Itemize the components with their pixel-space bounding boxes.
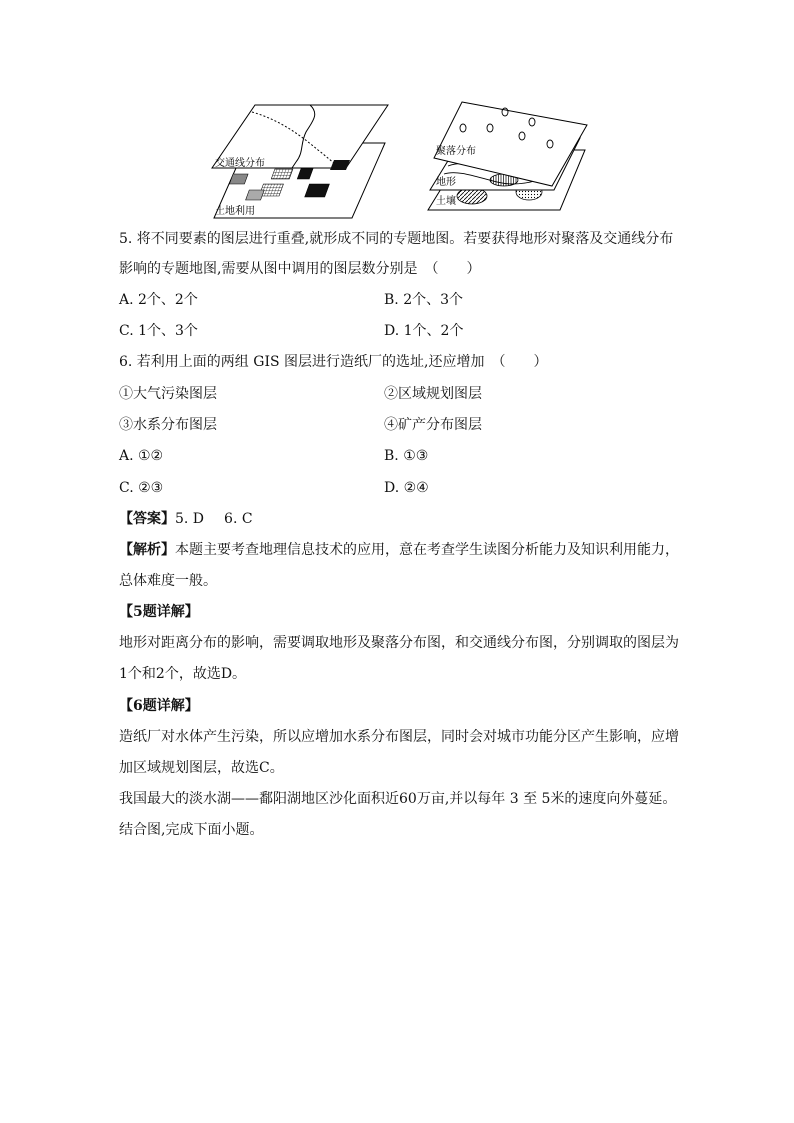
- analysis-text1: 本题主要考查地理信息技术的应用，意在考查学生读图分析能力及知识利用能力，: [175, 542, 679, 558]
- answer-q5: 5. D: [175, 511, 205, 527]
- answer-line: [119, 509, 253, 529]
- detail6-line2: 加区域规划图层，故选C。: [119, 760, 284, 776]
- q6-option-b: B. ①③: [384, 448, 429, 464]
- q5-option-b: B. 2个、3个: [384, 292, 464, 308]
- label-soil: 土壤: [436, 196, 456, 207]
- q6-option-c: C. ②③: [119, 480, 164, 496]
- analysis-line1: [119, 540, 679, 560]
- q5-stem-line2: 影响的专题地图,需要从图中调用的图层数分别是 （ ）: [119, 261, 481, 277]
- detail5-label: 【5题详解】: [119, 604, 199, 620]
- q6-stem: 6. 若利用上面的两组 GIS 图层进行造纸厂的选址,还应增加 （ ）: [119, 354, 548, 370]
- analysis-text2: 总体难度一般。: [119, 573, 217, 589]
- detail5-line1: 地形对距离分布的影响，需要调取地形及聚落分布图，和交通线分布图，分别调取的图层为: [119, 635, 679, 651]
- q6-option-d: D. ②④: [384, 480, 429, 496]
- gis-layers-figure: [200, 100, 600, 222]
- label-terrain: 地形: [436, 177, 456, 188]
- detail6-line1: 造纸厂对水体产生污染，所以应增加水系分布图层，同时会对城市功能分区产生影响，应增: [119, 729, 679, 745]
- q6-item-4: ④矿产分布图层: [384, 417, 482, 433]
- q6-item-2: ②区域规划图层: [384, 386, 482, 402]
- label-transport: 交通线分布: [215, 158, 265, 169]
- q5-option-d: D. 1个、2个: [384, 323, 464, 339]
- q5-stem-line1: 5. 将不同要素的图层进行重叠,就形成不同的专题地图。若要获得地形对聚落及交通线分布: [119, 231, 674, 247]
- answer-q6: 6. C: [224, 511, 253, 527]
- answer-label: 【答案】: [119, 511, 175, 527]
- detail5-line2: 1个和2个，故选D。: [119, 666, 247, 682]
- q6-option-a: A. ①②: [119, 448, 164, 464]
- intro-line1: 我国最大的淡水湖——鄱阳湖地区沙化面积近60万亩,并以每年 3 至 5米的速度向外蔓延。: [119, 791, 677, 807]
- q5-option-c: C. 1个、3个: [119, 323, 198, 339]
- q6-item-3: ③水系分布图层: [119, 417, 217, 433]
- gis-layers-illustration: [200, 100, 600, 222]
- intro-line2: 结合图,完成下面小题。: [119, 822, 264, 838]
- label-settlement: 聚落分布: [436, 146, 476, 157]
- q6-item-1: ①大气污染图层: [119, 386, 217, 402]
- detail6-label: 【6题详解】: [119, 698, 199, 714]
- label-landuse: 土地利用: [215, 206, 255, 217]
- q5-option-a: A. 2个、2个: [119, 292, 198, 308]
- analysis-label: 【解析】: [119, 542, 175, 558]
